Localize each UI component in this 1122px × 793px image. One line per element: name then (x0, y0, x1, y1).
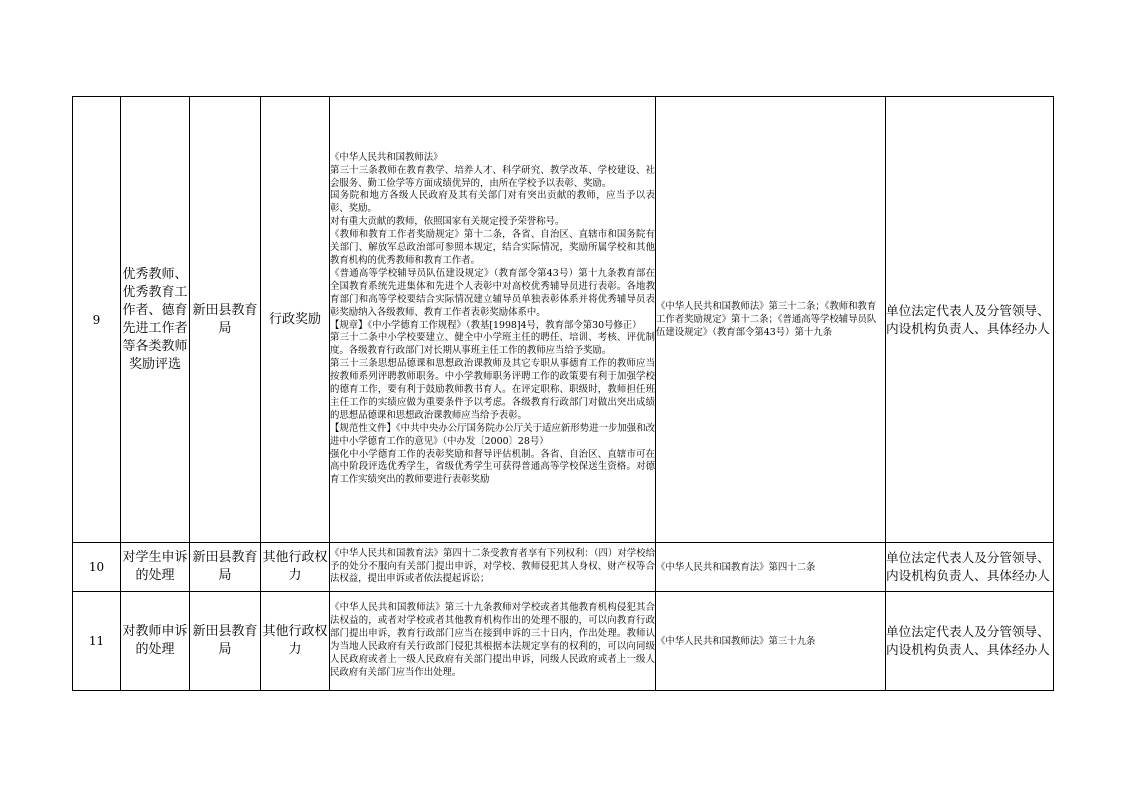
basis-paragraph: 【规章】《中小学德育工作规程》（教基[1998]4号，教育部令第30号修正） (330, 319, 642, 331)
basis-paragraph: 第三十二条中小学校要建立、健全中小学班主任的聘任、培训、考核、评优制度。各级教育行政部门对长期从事班主任工作的教师应当给予奖励。 (330, 332, 655, 357)
basis-paragraph: 《教师和教育工作者奖励规定》第十二条，各省、自治区、直辖市和国务院有关部门、解放军总政治部可参照本规定，结合实际情况，奖励所属学校和其他教育机构的优秀教师和教育工作者。 (330, 229, 655, 266)
responsible-parties: 单位法定代表人及分管领导、内设机构负责人、具体经办人 (886, 543, 1054, 592)
row-number: 11 (73, 592, 121, 691)
legal-basis (330, 97, 656, 543)
table-row (73, 592, 1054, 691)
responsible-parties: 单位法定代表人及分管领导、内设机构负责人、具体经办人 (886, 592, 1054, 691)
power-type: 其他行政权力 (261, 592, 330, 691)
basis-paragraph: 《中华人民共和国教育法》第四十二条受教育者享有下列权利：（四）对学校给予的处分不服向有关部门提出申诉，对学校、教师侵犯其人身权、财产权等合法权益，提出申诉或者依法提起诉讼； (330, 547, 655, 585)
basis-paragraph: 第三十三条思想品德课和思想政治课教师及其它专职从事德育工作的教师应当按教师系列评聘教师职务。中小学教师职务评聘工作的政策要有利于加强学校的德育工作，要有利于鼓励教师教书育人。在评定职称、职级时，教师担任班主任工作的实绩应做为重要条件予以考虑。各级教育行政部门对做出突出成绩的思想品德课和思想政治课教师应当给予表彰。 (330, 358, 655, 421)
row-number: 10 (73, 543, 121, 592)
row-number: 9 (73, 97, 121, 543)
item-name: 对教师申诉的处理 (121, 592, 190, 691)
basis-paragraph: 《中华人民共和国教师法》第三十九条教师对学校或者其他教育机构侵犯其合法权益的，或者对学校或者其他教育机构作出的处理不服的，可以向教育行政部门提出申诉，教育行政部门应当在接到申诉的三十日内，作出处理。教师认为当地人民政府有关行政部门侵犯其根据本法规定享有的权利的，可以向同级人民政府或者上一级人民政府有关部门提出申诉，同级人民政府或者上一级人民政府有关部门应当作出处理。 (330, 602, 655, 678)
power-type: 行政奖励 (261, 97, 330, 543)
basis-paragraph: 《普通高等学校辅导员队伍建设规定》（教育部令第43号）第十九条教育部在全国教育系统先进集体和先进个人表彰中对高校优秀辅导员进行表彰。各地教育部门和高等学校要结合实际情况建立辅导员单独表彰体系并将优秀辅导员表彰奖励纳入各级教师、教育工作者表彰奖励体系中。 (330, 267, 655, 318)
basis-reference: 《中华人民共和国教育法》第四十二条 (656, 543, 886, 592)
basis-reference: 《中华人民共和国教师法》第三十九条 (656, 592, 886, 691)
legal-basis (330, 592, 656, 691)
basis-paragraph: 【规范性文件】《中共中央办公厅国务院办公厅关于适应新形势进一步加强和改进中小学德育工作的意见》（中办发〔2000〕28号） (330, 422, 655, 447)
department: 新田县教育局 (190, 97, 261, 543)
responsible-parties: 单位法定代表人及分管领导、内设机构负责人、具体经办人 (886, 97, 1054, 543)
power-type: 其他行政权力 (261, 543, 330, 592)
basis-paragraph: 强化中小学德育工作的表彰奖励和督导评估机制。各省、自治区、直辖市可在高中阶段评选优秀学生，省级优秀学生可获得普通高等学校保送生资格。对德育工作实绩突出的教师要进行表彰奖励 (330, 448, 655, 486)
basis-paragraph: 《中华人民共和国教师法》 (330, 151, 443, 163)
table-row (73, 543, 1054, 592)
basis-paragraph: 国务院和地方各级人民政府及其有关部门对有突出贡献的教师，应当予以表彰、奖励。 (330, 190, 655, 215)
item-name: 优秀教师、优秀教育工作者、德育先进工作者等各类教师奖励评选 (121, 97, 190, 543)
department: 新田县教育局 (190, 592, 261, 691)
legal-basis (330, 543, 656, 592)
basis-paragraph: 第三十三条教师在教育教学、培养人才、科学研究、教学改革、学校建设、社会服务、勤工俭学等方面成绩优异的，由所在学校予以表彰、奖励。 (330, 164, 655, 189)
basis-reference: 《中华人民共和国教师法》第三十二条；《教师和教育工作者奖励规定》第十二条；《普通高等学校辅导员队伍建设规定》（教育部令第43号）第十九条 (656, 97, 886, 543)
authority-table (72, 96, 1054, 691)
item-name: 对学生申诉的处理 (121, 543, 190, 592)
basis-paragraph: 对有重大贡献的教师，依照国家有关规定授予荣誉称号。 (330, 216, 565, 228)
department: 新田县教育局 (190, 543, 261, 592)
table-row (73, 97, 1054, 543)
